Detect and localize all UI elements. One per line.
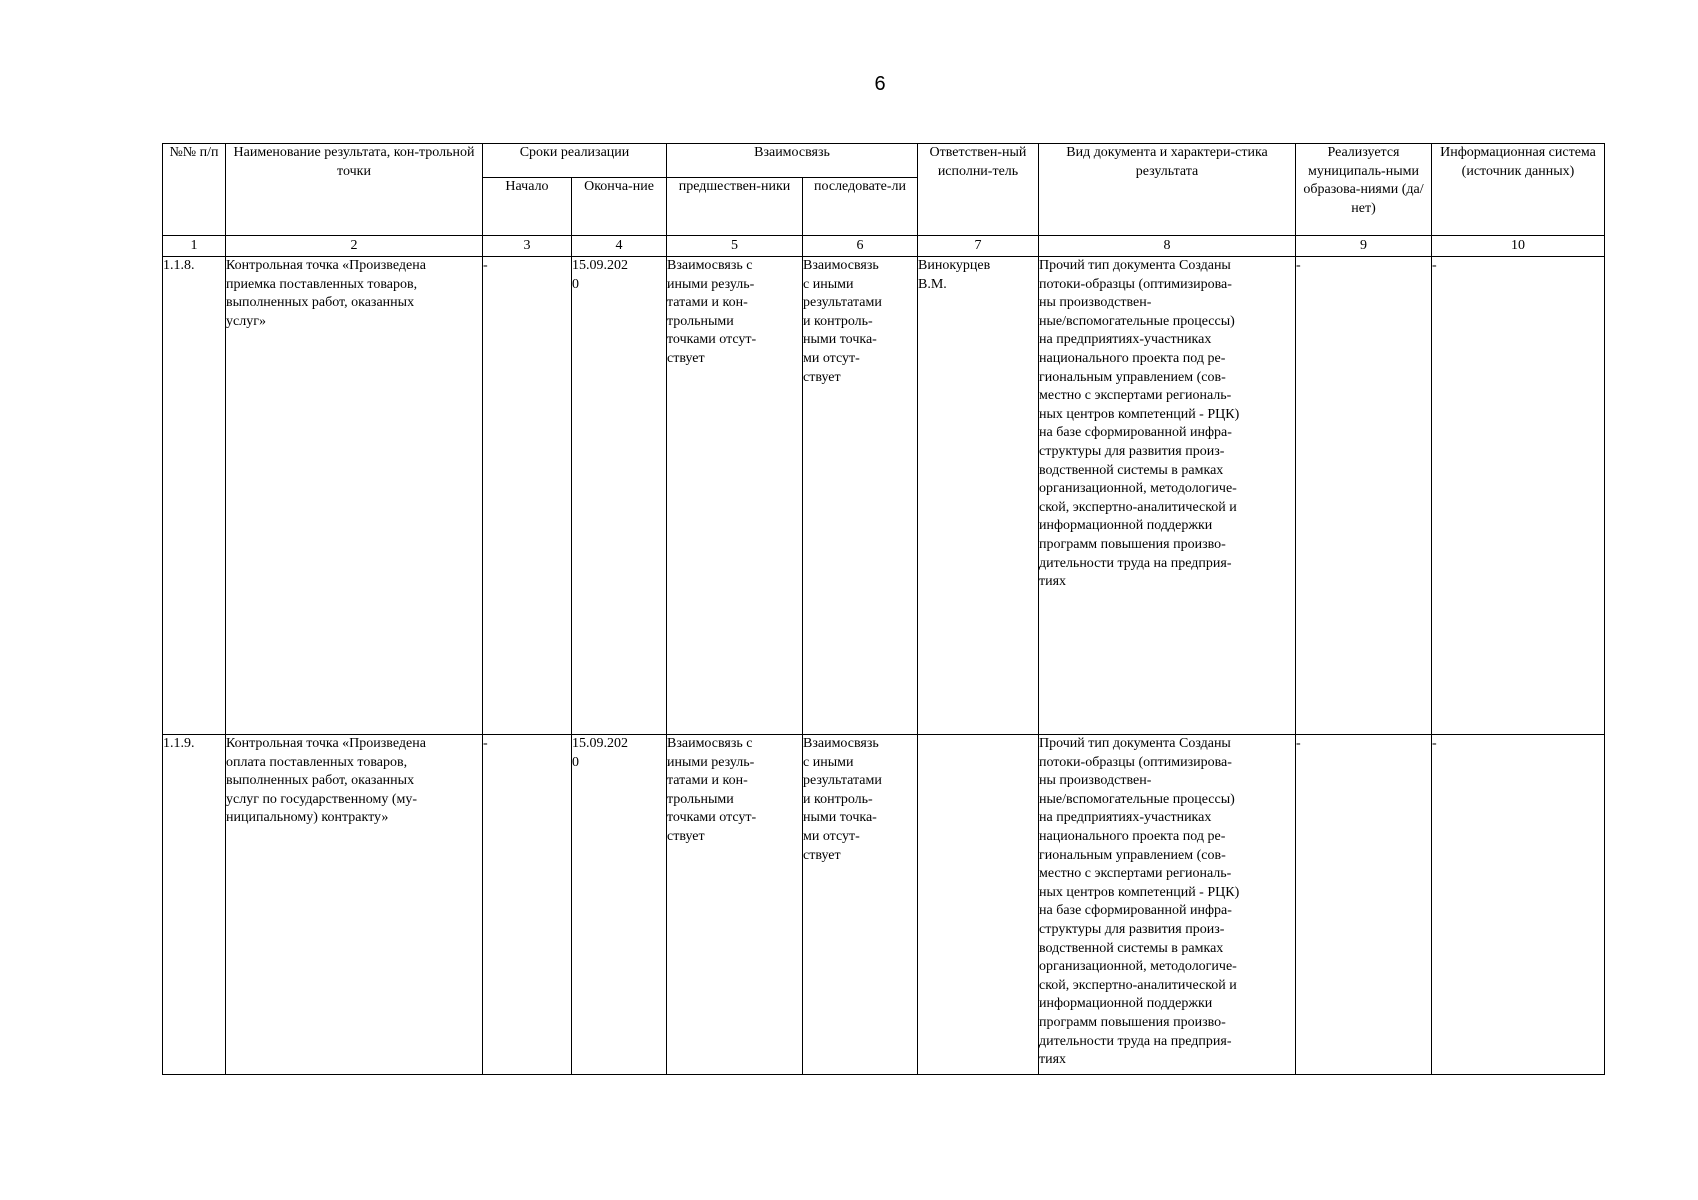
text-line: татами и кон- [667,773,748,789]
text-line: ны производствен- [1039,295,1152,311]
responsible-person [918,257,1039,735]
municipal-flag: - [1296,257,1432,735]
successors [803,257,918,735]
text-line: информационной поддержки [1039,996,1213,1012]
text-line: услуг по государственному (му- [226,791,417,807]
text-line: оплата поставленных товаров, [226,754,408,770]
text-line: В.М. [918,276,947,292]
text-line: Прочий тип документа Созданы [1039,258,1231,273]
header-doc-type: Вид документа и характери-стика результата [1039,144,1296,236]
text-line: услуг» [226,313,266,329]
result-name [226,735,483,1075]
text-line: структуры для развития произ- [1039,921,1225,937]
text-line: ми отсут- [803,350,860,366]
header-terms-end: Оконча-ние [572,178,667,236]
text-line: татами и кон- [667,295,748,311]
text-line: Взаимосвязь [803,736,879,751]
row-number: 1.1.9. [163,735,226,1075]
header-link-prev: предшествен-ники [667,178,803,236]
text-line: ствует [803,369,841,385]
text-line: ными точка- [803,332,877,348]
header-terms-start: Начало [483,178,572,236]
column-number: 9 [1296,236,1432,257]
text-line: иными резуль- [667,276,755,292]
text-line: на базе сформированной инфра- [1039,425,1232,441]
text-line: гиональным управлением (сов- [1039,369,1226,385]
text-line: 0 [572,276,579,292]
text-line: на предприятиях-участниках [1039,810,1212,826]
text-line: ствует [667,350,705,366]
info-system: - [1432,257,1605,735]
text-line: выполненных работ, оказанных [226,295,415,311]
text-line: Взаимосвязь с [667,736,753,751]
text-line: результатами [803,773,882,789]
text-line: дительности труда на предприя- [1039,1033,1232,1049]
header-info-system: Информационная система (источник данных) [1432,144,1605,236]
text-line: ствует [803,847,841,863]
header-link-next: последовате-ли [803,178,918,236]
text-line: на предприятиях-участниках [1039,332,1212,348]
column-number: 1 [163,236,226,257]
text-line: дительности труда на предприя- [1039,555,1232,571]
text-line: приемка поставленных товаров, [226,276,418,292]
text-line: ми отсут- [803,828,860,844]
text-line: национального проекта под ре- [1039,828,1226,844]
end-date [572,735,667,1075]
text-line: ской, экспертно-аналитической и [1039,499,1237,515]
text-line: результатами [803,295,882,311]
text-line: с иными [803,754,854,770]
table-row [163,257,1605,735]
text-line: Прочий тип документа Созданы [1039,736,1231,751]
start-date: - [483,735,572,1075]
text-line: ниципальному) контракту» [226,810,389,826]
column-numbers-row [163,236,1605,257]
predecessors [667,735,803,1075]
column-number: 7 [918,236,1039,257]
header-no: №№ п/п [163,144,226,236]
text-line: организационной, методологиче- [1039,481,1237,497]
text-line: местно с экспертами региональ- [1039,866,1232,882]
column-number: 5 [667,236,803,257]
text-line: трольными [667,791,734,807]
text-line: ных центров компетенций - РЦК) [1039,406,1240,422]
column-number: 8 [1039,236,1296,257]
text-line: водственной системы в рамках [1039,462,1224,478]
column-number: 10 [1432,236,1605,257]
text-line: Винокурцев [918,258,991,273]
document-description [1039,735,1296,1075]
successors [803,735,918,1075]
header-name: Наименование результата, кон-трольной точки [226,144,483,236]
text-line: на базе сформированной инфра- [1039,903,1232,919]
text-line: Контрольная точка «Произведена [226,258,426,273]
column-number: 6 [803,236,918,257]
text-line: тиях [1039,1052,1067,1068]
text-line: Контрольная точка «Произведена [226,736,426,751]
result-name [226,257,483,735]
text-line: информационной поддержки [1039,518,1213,534]
column-number: 3 [483,236,572,257]
text-line: национального проекта под ре- [1039,350,1226,366]
text-line: точками отсут- [667,810,757,826]
text-line: программ повышения произво- [1039,1014,1226,1030]
text-line: 0 [572,754,579,770]
text-line: 15.09.202 [572,736,628,751]
text-line: Взаимосвязь с [667,258,753,273]
results-table [162,143,1605,1075]
text-line: местно с экспертами региональ- [1039,388,1232,404]
header-municipal: Реализуется муниципаль-ными образова-ниями (да/нет) [1296,144,1432,236]
text-line: гиональным управлением (сов- [1039,847,1226,863]
document-description [1039,257,1296,735]
text-line: и контроль- [803,791,873,807]
predecessors [667,257,803,735]
text-line: точками отсут- [667,332,757,348]
text-line: трольными [667,313,734,329]
text-line: тиях [1039,574,1067,590]
start-date: - [483,257,572,735]
header-link: Взаимосвязь [667,144,918,178]
text-line: с иными [803,276,854,292]
text-line: ные/вспомогательные процессы) [1039,791,1235,807]
responsible-person [918,735,1039,1075]
column-number: 2 [226,236,483,257]
text-line: организационной, методологиче- [1039,959,1237,975]
text-line: 15.09.202 [572,258,628,273]
text-line: программ повышения произво- [1039,536,1226,552]
text-line: ской, экспертно-аналитической и [1039,977,1237,993]
text-line: ных центров компетенций - РЦК) [1039,884,1240,900]
text-line: выполненных работ, оказанных [226,773,415,789]
text-line: ствует [667,828,705,844]
end-date [572,257,667,735]
text-line: и контроль- [803,313,873,329]
header-responsible: Ответствен-ный исполни-тель [918,144,1039,236]
info-system: - [1432,735,1605,1075]
page-number: 6 [874,73,886,95]
row-number: 1.1.8. [163,257,226,735]
text-line: Взаимосвязь [803,258,879,273]
text-line: ны производствен- [1039,773,1152,789]
column-number: 4 [572,236,667,257]
text-line: потоки-образцы (оптимизирова- [1039,754,1232,770]
text-line: водственной системы в рамках [1039,940,1224,956]
municipal-flag: - [1296,735,1432,1075]
text-line: потоки-образцы (оптимизирова- [1039,276,1232,292]
header-terms: Сроки реализации [483,144,667,178]
text-line: ные/вспомогательные процессы) [1039,313,1235,329]
text-line: ными точка- [803,810,877,826]
table-row [163,735,1605,1075]
text-line: иными резуль- [667,754,755,770]
text-line: структуры для развития произ- [1039,443,1225,459]
